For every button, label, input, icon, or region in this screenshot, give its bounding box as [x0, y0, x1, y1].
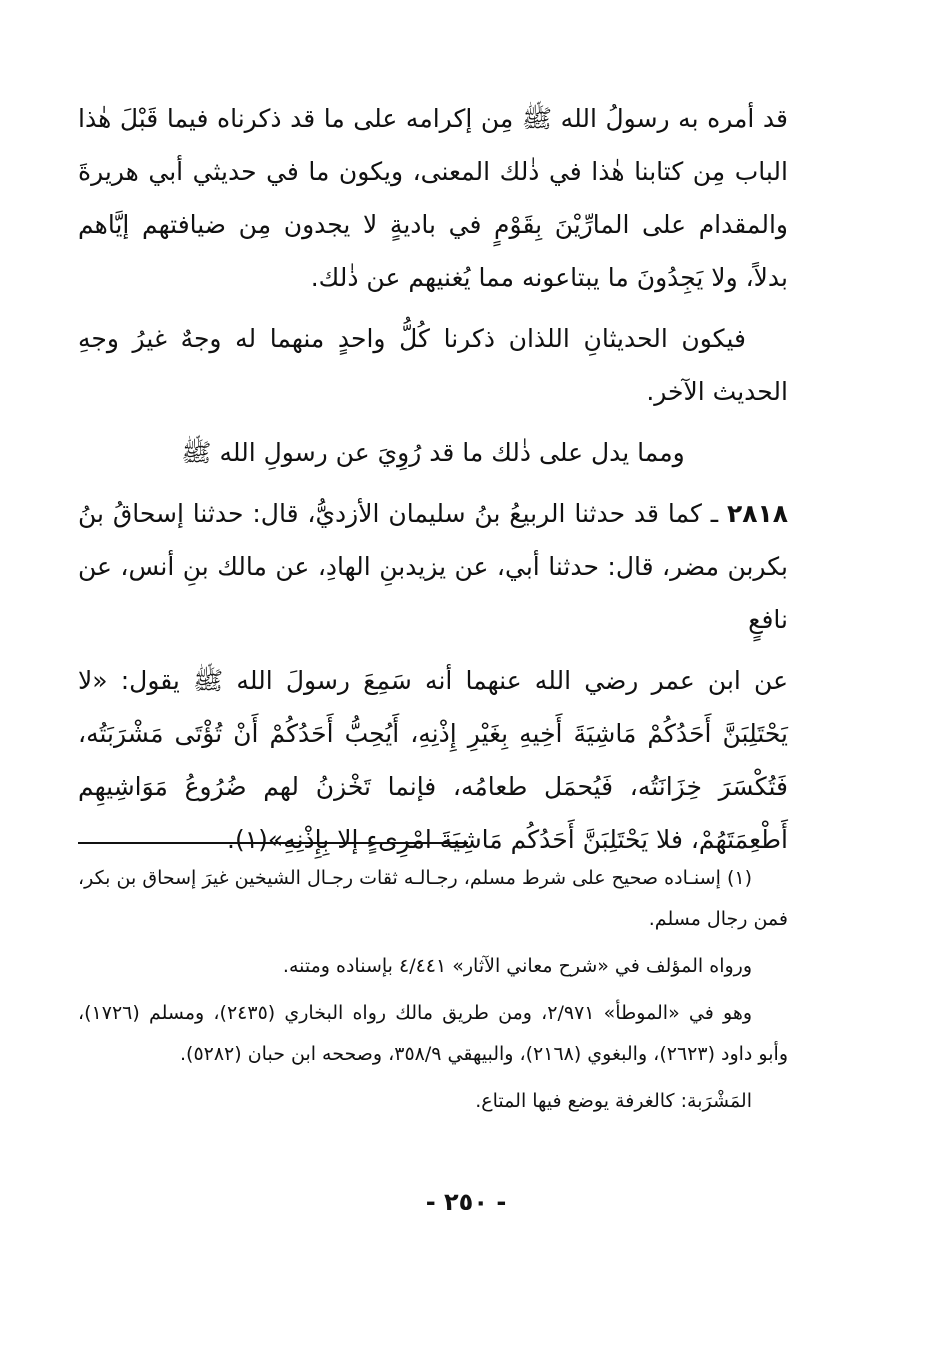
hadith-chain: ـ كما قد حدثنا الربيعُ بنُ سليمان الأزديُّ، قال: حدثنا إسحاقُ بنُ بكربن مضر، قال: حدثنا أبي، عن يزيدبنِ الهادِ، عن مالك بنِ أنس، عن نافعٍ — [78, 499, 788, 634]
paragraph-3: ومما يدل على ذٰلك ما قد رُوِيَ عن رسولِ الله ﷺ — [181, 438, 685, 467]
body-text — [78, 92, 788, 866]
footnote-separator — [78, 842, 468, 844]
hadith-text: عن ابن عمر رضي الله عنهما أنه سَمِعَ رسولَ الله ﷺ يقول: «لا يَحْتَلِبَنَّ أَحَدُكُمْ مَاشِيَةَ أَخِيهِ بِغَيْرِ إِذْنِهِ، أَيُحِبُّ أَحَدُكُمْ أَنْ تُؤْتَى مَشْرَبَتُه، فَتُكْسَرَ خِزَانَتُه، فَيُحمَل طعامُه، فإنما تَخْزنُ لهم ضُرُوعُ مَوَاشِيهِم أَطْعِمَتَهُمْ، فلا يَحْتَلِبَنَّ أَحَدُكُم مَاشِيَةَ امْرِىءٍ إلا بِإِذْنِهِ»(١). — [78, 666, 788, 854]
footnote-1: (١) إسنـاده صحيح على شرط مسلم، رجـالـه ثقات رجـال الشيخين غيرَ إسحاق بن بكر، فمن رجال مسلم. — [78, 867, 788, 930]
hadith-number: ٢٨١٨ — [726, 499, 788, 528]
footnote-2: ورواه المؤلف في «شرح معاني الآثار» ٤/٤٤١ بإسناده ومتنه. — [282, 955, 752, 977]
paragraph-2: فيكون الحديثانِ اللذان ذكرنا كُلُّ واحدٍ منهما له وجهٌ غيرُ وجهِ الحديث الآخر. — [78, 324, 788, 406]
footnote-4: المَشْرَبة: كالغرفة يوضع فيها المتاع. — [475, 1090, 752, 1112]
main-text — [78, 92, 788, 874]
paragraph-1: قد أمره به رسولُ الله ﷺ مِن إكرامه على ما قد ذكرناه فيما قَبْلَ هٰذا الباب مِن كتابنا هٰذا في ذٰلك المعنى، ويكون ما في حديثي أبي هريرةَ والمقدام على المارِّيْنَ بِقَوْمٍ في باديةٍ لا يجدون مِن ضيافتهم إيَّاهم بدلاً، ولا يَجِدُونَ ما يبتاعونه مما يُغنيهم عن ذٰلك. — [78, 104, 788, 292]
footnote-3: وهو في «الموطأ» ٢/٩٧١، ومن طريق مالك رواه البخاري (٢٤٣٥)، ومسلم (١٧٢٦)، وأبو داود (٢٦٢٣)، والبغوي (٢١٦٨)، والبيهقي ٣٥٨/٩، وصححه ابن حبان (٥٢٨٢). — [78, 1002, 788, 1065]
page-number: - ٢٥٠ - — [425, 1188, 507, 1216]
footnotes — [78, 858, 788, 1128]
hadith-paragraph — [78, 487, 788, 646]
